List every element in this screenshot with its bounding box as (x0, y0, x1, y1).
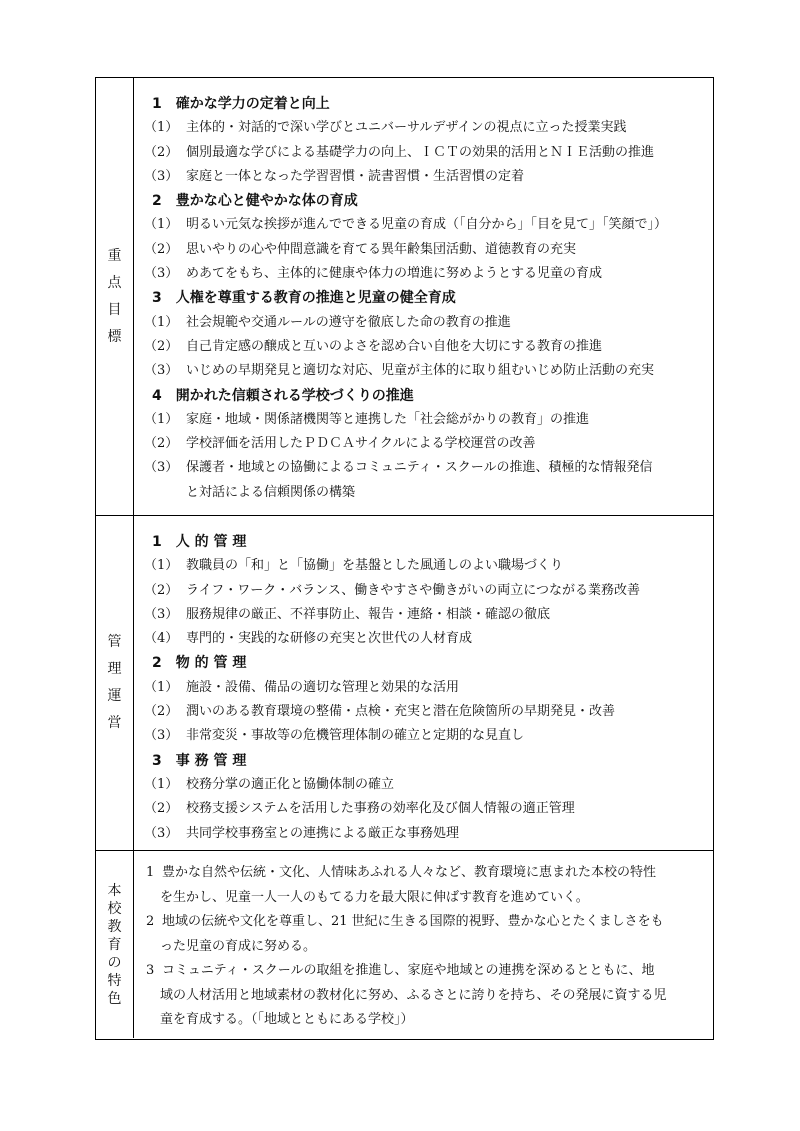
list-item: （3） 家庭と一体となった学習習慣・読書習慣・生活習慣の定着 (144, 168, 525, 184)
list-item: （2） 学校評価を活用したＰＤＣＡサイクルによる学校運営の改善 (144, 436, 536, 452)
list-item: （3） 共同学校事務室との連携による厳正な事務処理 (144, 825, 460, 841)
section-heading: 4 開かれた信頼される学校づくりの推進 (152, 387, 414, 404)
section-heading: 2 物 的 管 理 (152, 655, 247, 672)
section-heading: 3 事 務 管 理 (152, 752, 247, 769)
list-item: （2） 校務支援システムを活用した事務の効率化及び個人情報の適正管理 (144, 801, 575, 817)
section-heading: 2 豊かな心と健やかな体の育成 (152, 193, 358, 210)
label-char: の (107, 954, 122, 971)
row-content (144, 530, 707, 846)
row-label-cell (96, 851, 134, 1038)
list-item: （3） 保護者・地域との協働によるコミュニティ・スクールの推進、積極的な情報発信 (144, 460, 653, 476)
list-item: （3） めあてをもち、主体的に健康や体力の増進に努めようとする児童の育成 (144, 266, 603, 282)
feature-item: 3 コミュニティ・スクールの取組を推進し、家庭や地域との連携を深めるとともに、地 (146, 963, 655, 978)
feature-item: 2 地域の伝統や文化を尊重し、21 世紀に生きる国際的視野、豊かな心とたくましさをも (146, 914, 664, 929)
label-char: 校 (107, 900, 122, 917)
row-content (144, 92, 707, 505)
row-label-key-goals (108, 243, 122, 351)
row-label-cell (96, 516, 134, 850)
row-label-management (108, 629, 122, 737)
list-item: （3） 非常変災・事故等の危機管理体制の確立と定期的な見直し (144, 728, 525, 744)
list-item: （3） いじめの早期発見と適切な対応、児童が主体的に取り組むいじめ防止活動の充実 (144, 363, 655, 379)
list-item: （2） 潤いのある教育環境の整備・点検・充実と潜在危険箇所の早期発見・改善 (144, 704, 616, 720)
feature-item: 1 豊かな自然や伝統・文化、人情味あふれる人々など、教育環境に恵まれた本校の特性 (146, 865, 657, 880)
label-char: 特 (107, 972, 122, 989)
list-item: （2） 個別最適な学びによる基礎学力の向上、ＩＣＴの効果的活用とＮＩＥ活動の推進 (144, 144, 655, 160)
label-char: 理 (107, 661, 122, 677)
label-char: 教 (107, 918, 122, 935)
feature-item-continuation: 域の人材活用と地域素材の教材化に努め、ふるさとに誇りを持ち、その発展に資する児 (160, 987, 667, 1003)
list-item: （1） 家庭・地域・関係諸機関等と連携した「社会総がかりの教育」の推進 (144, 411, 590, 427)
list-item: （2） 自己肯定感の醸成と互いのよさを認め合い自他を大切にする教育の推進 (144, 338, 603, 354)
row-key-goals (96, 78, 713, 515)
row-school-features (96, 850, 713, 1038)
row-label-school-features (108, 882, 122, 1008)
label-char: 運 (107, 688, 122, 704)
list-item: （1） 社会規範や交通ルールの遵守を徹底した命の教育の推進 (144, 314, 511, 330)
label-char: 目 (107, 301, 122, 318)
label-char: 標 (107, 328, 122, 345)
label-char: 色 (107, 990, 122, 1007)
row-label-cell (96, 78, 134, 515)
list-item: （1） 施設・設備、備品の適切な管理と効果的な活用 (144, 679, 460, 695)
list-item-continuation: と対話による信頼関係の構築 (186, 484, 356, 500)
feature-item-continuation: った児童の育成に努める。 (160, 938, 317, 954)
document-table (95, 77, 714, 1040)
label-char: 管 (107, 634, 122, 650)
list-item: （1） 明るい元気な挨拶が進んでできる児童の育成（「自分から」「目を見て」「笑顔で」） (144, 217, 668, 233)
list-item: （4） 専門的・実践的な研修の充実と次世代の人材育成 (144, 631, 473, 647)
label-char: 本 (107, 882, 122, 899)
feature-item-continuation: を生かし、児童一人一人のもてる力を最大限に伸ばす教育を進めていく。 (160, 889, 589, 905)
label-char: 点 (107, 274, 122, 291)
row-management (96, 515, 713, 850)
label-char: 重 (107, 247, 122, 264)
row-content (140, 861, 707, 1033)
feature-item-continuation: 童を育成する。（「地域とともにある学校」） (160, 1012, 414, 1027)
list-item: （3） 服務規律の厳正、不祥事防止、報告・連絡・相談・確認の徹底 (144, 606, 551, 622)
section-heading: 1 確かな学力の定着と向上 (152, 96, 330, 112)
list-item: （2） 思いやりの心や仲間意識を育てる異年齢集団活動、道徳教育の充実 (144, 241, 577, 257)
label-char: 育 (107, 936, 122, 953)
list-item: （1） 校務分掌の適正化と協働体制の確立 (144, 776, 395, 792)
section-heading: 1 人 的 管 理 (152, 534, 247, 550)
label-char: 営 (107, 715, 122, 731)
list-item: （1） 教職員の「和」と「協働」を基盤とした風通しのよい職場づくり (144, 558, 564, 574)
section-heading: 3 人権を尊重する教育の推進と児童の健全育成 (152, 290, 456, 307)
list-item: （2） ライフ・ワーク・バランス、働きやすさや働きがいの両立につながる業務改善 (144, 582, 640, 598)
list-item: （1） 主体的・対話的で深い学びとユニバーサルデザインの視点に立った授業実践 (144, 120, 627, 136)
